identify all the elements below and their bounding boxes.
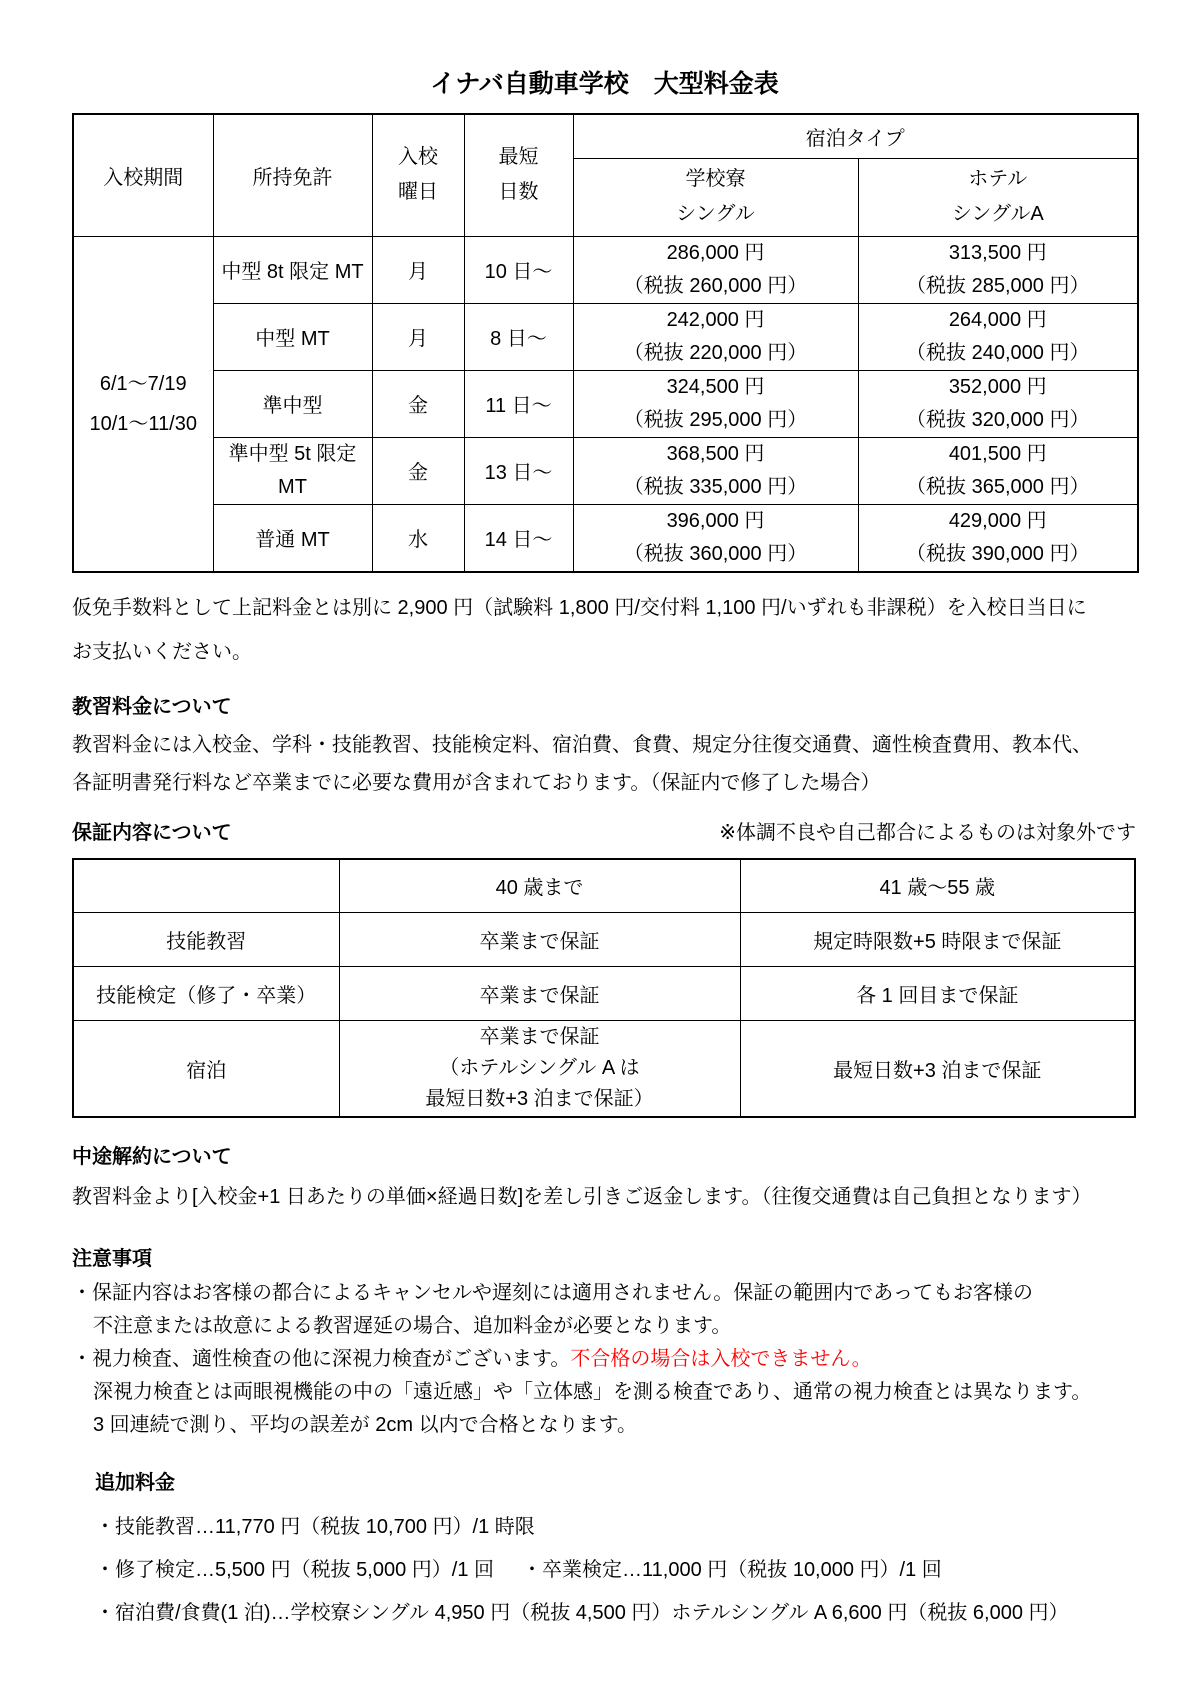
entry-day-cell: 月 <box>372 236 464 303</box>
extra-fees-section <box>95 1468 1137 1635</box>
price-excl-tax: （税抜 220,000 円） <box>623 341 808 364</box>
price-incl-tax: 396,000 円 <box>666 509 765 532</box>
col-header-hotel-single-a <box>858 158 1138 236</box>
dorm-price-cell <box>573 370 858 437</box>
age2-value: 最短日数+3 泊まで保証 <box>740 1021 1135 1117</box>
col-header-min-days <box>464 114 573 236</box>
hotel-price-cell <box>858 236 1138 303</box>
notes-body <box>72 1277 1137 1442</box>
age2-value: 規定時限数+5 時限まで保証 <box>740 913 1135 967</box>
dorm-price-cell <box>573 303 858 370</box>
hotel-label-line2: シングルA <box>951 203 1044 225</box>
price-incl-tax: 264,000 円 <box>948 308 1047 331</box>
stay-age1-line1: 卒業まで保証 <box>479 1025 600 1048</box>
license-cell: 中型 MT <box>213 303 372 370</box>
license-cell <box>213 437 372 504</box>
cancellation-section <box>72 1142 1137 1216</box>
page-title: イナバ自動車学校 大型料金表 <box>430 70 779 98</box>
tuition-line1: 教習料金には入校金、学科・技能教習、技能検定料、宿泊費、食費、規定分往復交通費、適性検査費用、教本代、 <box>72 733 1092 756</box>
provisional-fee-note-line2: お支払いください。 <box>72 640 252 663</box>
notes-heading: 注意事項 <box>72 1247 152 1270</box>
dorm-price-cell <box>573 236 858 303</box>
period-line2: 10/1～11/30 <box>89 412 197 435</box>
price-incl-tax: 286,000 円 <box>666 241 765 264</box>
price-incl-tax: 401,500 円 <box>948 442 1047 465</box>
extra-fee-item-exams <box>95 1549 1137 1592</box>
entry-day-label-line2: 曜日 <box>398 181 438 204</box>
price-row-3 <box>73 370 1138 437</box>
dorm-label-line2: シングル <box>676 203 755 225</box>
age-col-2-header: 41 歳～55 歳 <box>740 859 1135 913</box>
cancellation-body <box>72 1178 1137 1216</box>
extra-fees-heading: 追加料金 <box>95 1471 175 1494</box>
hotel-price-cell <box>858 303 1138 370</box>
age2-value: 各 1 回目まで保証 <box>740 967 1135 1021</box>
price-row-2 <box>73 303 1138 370</box>
note-bullet2-line1 <box>72 1343 1137 1376</box>
guarantee-row-skill <box>73 913 1135 967</box>
note-bullet1-line1: ・保証内容はお客様の都合によるキャンセルや遅刻には適用されません。保証の範囲内であってもお客様の <box>72 1281 1033 1304</box>
price-excl-tax: （税抜 240,000 円） <box>906 341 1090 364</box>
col-header-entry-day <box>372 114 464 236</box>
dorm-price-cell <box>573 504 858 572</box>
price-excl-tax: （税抜 390,000 円） <box>906 542 1090 565</box>
entry-day-cell: 金 <box>372 437 464 504</box>
min-days-cell: 13 日～ <box>464 437 573 504</box>
extra-fee-completion-exam: ・修了検定…5,500 円（税抜 5,000 円）/1 回 <box>95 1558 495 1581</box>
extra-fees-body <box>95 1506 1137 1635</box>
license-cell: 普通 MT <box>213 504 372 572</box>
guarantee-header-row <box>73 859 1135 913</box>
note-bullet2-line3: 3 回連続で測り、平均の誤差が 2cm 以内で合格となります。 <box>93 1413 637 1436</box>
price-incl-tax: 368,500 円 <box>666 442 765 465</box>
price-excl-tax: （税抜 260,000 円） <box>623 274 808 297</box>
col-header-stay-type: 宿泊タイプ <box>573 114 1138 158</box>
tuition-line2: 各証明書発行料など卒業までに必要な費用が含まれております。（保証内で修了した場合） <box>72 771 881 794</box>
tuition-heading: 教習料金について <box>72 695 232 718</box>
price-incl-tax: 352,000 円 <box>948 375 1047 398</box>
stay-age1-line2: （ホテルシングル A は <box>439 1056 640 1079</box>
col-header-period: 入校期間 <box>73 114 213 236</box>
price-table <box>72 113 1139 573</box>
tuition-body <box>72 726 1137 802</box>
note-bullet2-line2: 深視力検査とは両眼視機能の中の「遠近感」や「立体感」を測る検査であり、通常の視力検査とは異なります。 <box>93 1380 1092 1403</box>
price-excl-tax: （税抜 295,000 円） <box>623 408 808 431</box>
min-days-cell: 8 日～ <box>464 303 573 370</box>
min-days-cell: 14 日～ <box>464 504 573 572</box>
age-col-1-header: 40 歳まで <box>339 859 740 913</box>
age1-value: 卒業まで保証 <box>339 913 740 967</box>
tuition-section <box>72 692 1137 802</box>
guarantee-table <box>72 858 1136 1118</box>
hotel-price-cell <box>858 437 1138 504</box>
row-label: 技能検定（修了・卒業） <box>73 967 339 1021</box>
dorm-price-cell <box>573 437 858 504</box>
entry-day-cell: 水 <box>372 504 464 572</box>
price-excl-tax: （税抜 285,000 円） <box>906 274 1090 297</box>
price-row-5 <box>73 504 1138 572</box>
note-bullet2-black-text: ・視力検査、適性検査の他に深視力検査がございます。 <box>72 1347 571 1370</box>
provisional-fee-note-line1: 仮免手数料として上記料金とは別に 2,900 円（試験料 1,800 円/交付料 1,100 円/いずれも非課税）を入校日当日に <box>72 596 1087 619</box>
price-row-1 <box>73 236 1138 303</box>
entry-day-cell: 金 <box>372 370 464 437</box>
hotel-label-line1: ホテル <box>968 168 1028 190</box>
col-header-dorm-single <box>573 158 858 236</box>
period-cell <box>73 236 213 572</box>
guarantee-exclusion-note: ※体調不良や自己都合によるものは対象外です <box>719 821 1136 844</box>
hotel-price-cell <box>858 504 1138 572</box>
age1-value: 卒業まで保証 <box>339 967 740 1021</box>
hotel-price-cell <box>858 370 1138 437</box>
extra-fee-graduation-exam: ・卒業検定…11,000 円（税抜 10,000 円）/1 回 <box>522 1558 942 1581</box>
price-row-4 <box>73 437 1138 504</box>
entry-day-cell: 月 <box>372 303 464 370</box>
guarantee-section <box>72 818 1137 1118</box>
guarantee-heading: 保証内容について <box>72 821 232 844</box>
guarantee-row-stay <box>73 1021 1135 1117</box>
min-days-label-line2: 日数 <box>498 181 539 204</box>
license-cell: 中型 8t 限定 MT <box>213 236 372 303</box>
note-bullet1-line2: 不注意または故意による教習遅延の場合、追加料金が必要となります。 <box>93 1314 732 1337</box>
stay-age1-line3: 最短日数+3 泊まで保証） <box>425 1087 654 1110</box>
license-line1: 準中型 5t 限定 <box>228 442 357 465</box>
header-row-1 <box>73 114 1138 158</box>
age1-value <box>339 1021 740 1117</box>
price-excl-tax: （税抜 365,000 円） <box>906 475 1090 498</box>
price-excl-tax: （税抜 335,000 円） <box>623 475 808 498</box>
guarantee-heading-row <box>72 818 1136 848</box>
min-days-cell: 10 日～ <box>464 236 573 303</box>
guarantee-row-exam <box>73 967 1135 1021</box>
row-label: 技能教習 <box>73 913 339 967</box>
license-cell: 準中型 <box>213 370 372 437</box>
dorm-label-line1: 学校寮 <box>685 168 746 190</box>
guarantee-corner-cell <box>73 859 339 913</box>
cancellation-heading: 中途解約について <box>72 1145 232 1168</box>
cancellation-line: 教習料金より[入校金+1 日あたりの単価×経過日数]を差し引きご返金します。（往復交通費は自己負担となります） <box>72 1185 1092 1208</box>
price-incl-tax: 324,500 円 <box>666 375 765 398</box>
price-incl-tax: 313,500 円 <box>948 241 1047 264</box>
price-excl-tax: （税抜 320,000 円） <box>906 408 1090 431</box>
license-line2: MT <box>278 475 307 498</box>
price-excl-tax: （税抜 360,000 円） <box>623 542 808 565</box>
extra-fee-item-skill: ・技能教習…11,770 円（税抜 10,700 円）/1 時限 <box>95 1515 535 1538</box>
notes-section <box>72 1244 1137 1442</box>
min-days-cell: 11 日～ <box>464 370 573 437</box>
row-label: 宿泊 <box>73 1021 339 1117</box>
period-line1: 6/1～7/19 <box>99 372 187 395</box>
col-header-license: 所持免許 <box>213 114 372 236</box>
price-incl-tax: 429,000 円 <box>948 509 1047 532</box>
entry-day-label-line1: 入校 <box>398 146 438 169</box>
min-days-label-line1: 最短 <box>498 146 539 169</box>
price-incl-tax: 242,000 円 <box>666 308 765 331</box>
provisional-fee-note <box>72 586 1137 674</box>
note-bullet2-red-warning: 不合格の場合は入校できません。 <box>570 1347 872 1370</box>
extra-fee-item-lodging: ・宿泊費/食費(1 泊)…学校寮シングル 4,950 円（税抜 4,500 円）ホテルシングル A 6,600 円（税抜 6,000 円） <box>95 1601 1069 1624</box>
